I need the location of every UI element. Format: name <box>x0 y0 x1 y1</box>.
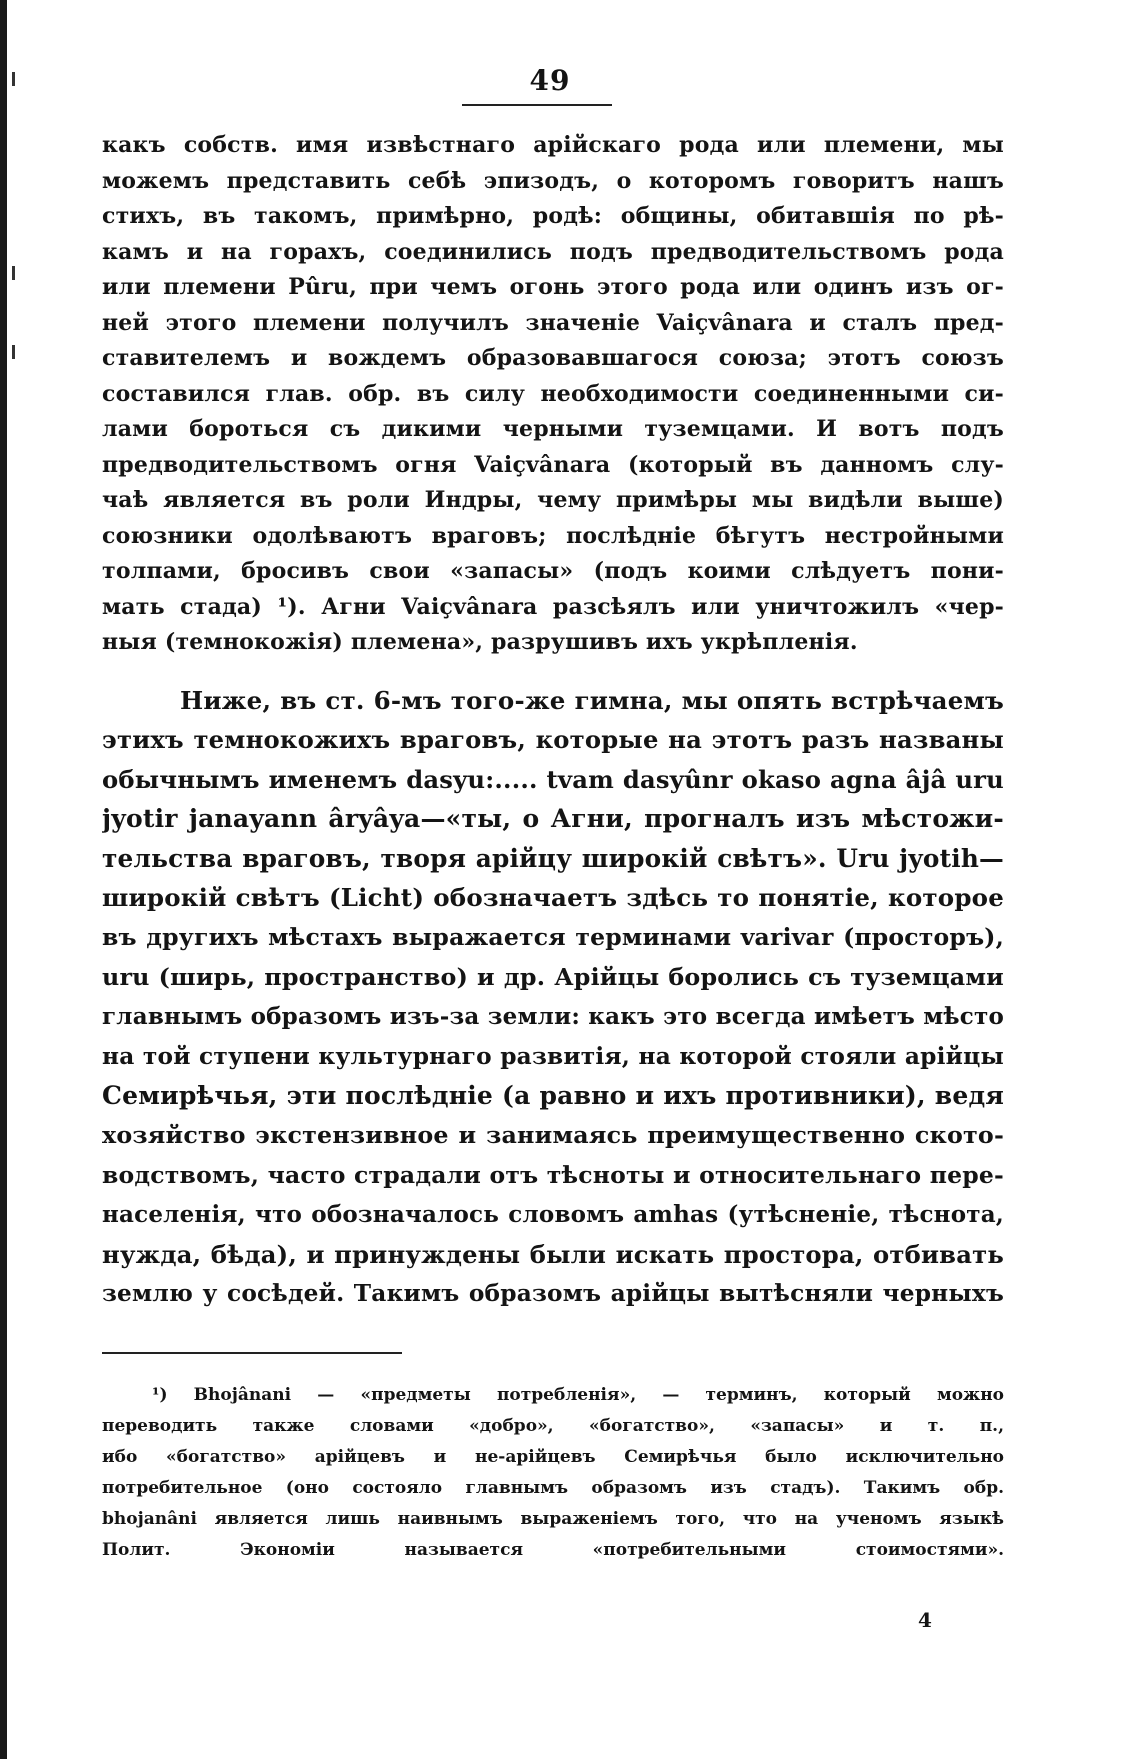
footnote-line: потребительное (оно состояло главнымъ образомъ изъ стадъ). Такимъ обр. <box>102 1478 1004 1498</box>
scan-edge-mark <box>12 266 15 280</box>
paragraph-gap <box>102 661 1004 681</box>
text-line: главнымъ образомъ изъ-за земли: какъ это всегда имѣетъ мѣсто <box>102 1003 1004 1031</box>
text-line: на той ступени культурнаго развитія, на которой стояли арійцы <box>102 1042 1004 1070</box>
text-line: предводительствомъ огня Vaiçvânara (который въ данномъ слу- <box>102 451 1004 478</box>
footnote-line: переводить также словами «добро», «богатство», «запасы» и т. п., <box>102 1416 1004 1436</box>
text-line: jyotir janayann âryâya—«ты, о Агни, прогналъ изъ мѣстожи- <box>102 804 1004 834</box>
text-line: стихъ, въ такомъ, примѣрно, родѣ: общины, обитавшія по рѣ- <box>102 203 1004 229</box>
text-line: можемъ представить себѣ эпизодъ, о которомъ говоритъ нашъ <box>102 167 1004 194</box>
text-line: ставителемъ и вождемъ образовавшагося союза; этотъ союзъ <box>102 345 1004 371</box>
text-line: союзники одолѣваютъ враговъ; послѣдніе бѣгутъ нестройными <box>102 522 1004 549</box>
text-line: мать стада) ¹). Агни Vaiçvânara разсѣялъ или уничтожилъ «чер- <box>102 593 1004 620</box>
text-line: uru (ширь, пространство) и др. Арійцы боролись съ туземцами <box>102 962 1004 991</box>
text-line: лами бороться съ дикими черными туземцами. И вотъ подъ <box>102 416 1004 442</box>
text-line: обычнымъ именемъ dasyu:..... tvam dasyûnr okaso agna âjâ uru <box>102 764 1004 794</box>
text-line: водствомъ, часто страдали отъ тѣсноты и относительнаго пере- <box>102 1160 1004 1189</box>
signature-mark: 4 <box>918 1608 932 1632</box>
text-line: широкій свѣтъ (Licht) обозначаетъ здѣсь то понятіе, которое <box>102 883 1004 913</box>
text-line: тельства враговъ, творя арійцу широкій свѣтъ». Uru jyotih— <box>102 843 1004 873</box>
text-line: этихъ темнокожихъ враговъ, которые на этотъ разъ названы <box>102 725 1004 755</box>
paragraph-1 <box>102 128 1004 661</box>
scan-edge <box>0 0 7 1759</box>
text-line: или племени Pûru, при чемъ огонь этого рода или одинъ изъ ог- <box>102 274 1004 300</box>
footnote-line: Полит. Экономіи называется «потребительными стоимостями». <box>102 1540 1004 1560</box>
text-line: толпами, бросивъ свои «запасы» (подъ коими слѣдуетъ пони- <box>102 558 1004 584</box>
footnote <box>102 1380 1004 1566</box>
text-line: землю у сосѣдей. Такимъ образомъ арійцы вытѣсняли черныхъ <box>102 1280 1004 1308</box>
paragraph-2 <box>102 681 1004 1315</box>
text-line: камъ и на горахъ, соединились подъ предводительствомъ рода <box>102 238 1004 265</box>
text-line: составился глав. обр. въ силу необходимости соединенными си- <box>102 380 1004 407</box>
text-line: чаѣ является въ роли Индры, чему примѣры мы видѣли выше) <box>102 487 1004 513</box>
main-text <box>102 128 1004 1314</box>
text-line: Семирѣчья, эти послѣдніе (а равно и ихъ противники), ведя <box>102 1081 1004 1111</box>
scan-edge-mark <box>12 345 15 359</box>
text-line: нужда, бѣда), и принуждены были искать простора, отбивать <box>102 1239 1004 1269</box>
text-line: населенія, что обозначалось словомъ amhas (утѣсненіе, тѣснота, <box>102 1201 1004 1229</box>
header-rule <box>462 104 612 106</box>
footnote-line: bhojanâni является лишь наивнымъ выраженіемъ того, что на ученомъ языкѣ <box>102 1509 1004 1529</box>
text-line: въ другихъ мѣстахъ выражается терминами varivar (просторъ), <box>102 923 1004 952</box>
scan-edge-mark <box>12 72 15 86</box>
footnote-rule <box>102 1352 402 1354</box>
text-line: какъ собств. имя извѣстнаго арійскаго рода или племени, мы <box>102 132 1004 158</box>
text-line: ныя (темнокожія) племена», разрушивъ ихъ укрѣпленія. <box>102 629 858 655</box>
text-line: Ниже, въ ст. 6-мъ того-же гимна, мы опять встрѣчаемъ <box>180 685 1004 715</box>
footnote-line: ¹) Bhojânani — «предметы потребленія», — терминъ, который можно <box>152 1385 1004 1405</box>
text-line: ней этого племени получилъ значеніе Vaiçvânara и сталъ пред- <box>102 309 1004 336</box>
footnote-line: ибо «богатство» арійцевъ и не-арійцевъ Семирѣчья было исключительно <box>102 1447 1004 1467</box>
text-line: хозяйство экстензивное и занимаясь преимущественно ското- <box>102 1121 1004 1150</box>
page-number: 49 <box>529 64 571 97</box>
